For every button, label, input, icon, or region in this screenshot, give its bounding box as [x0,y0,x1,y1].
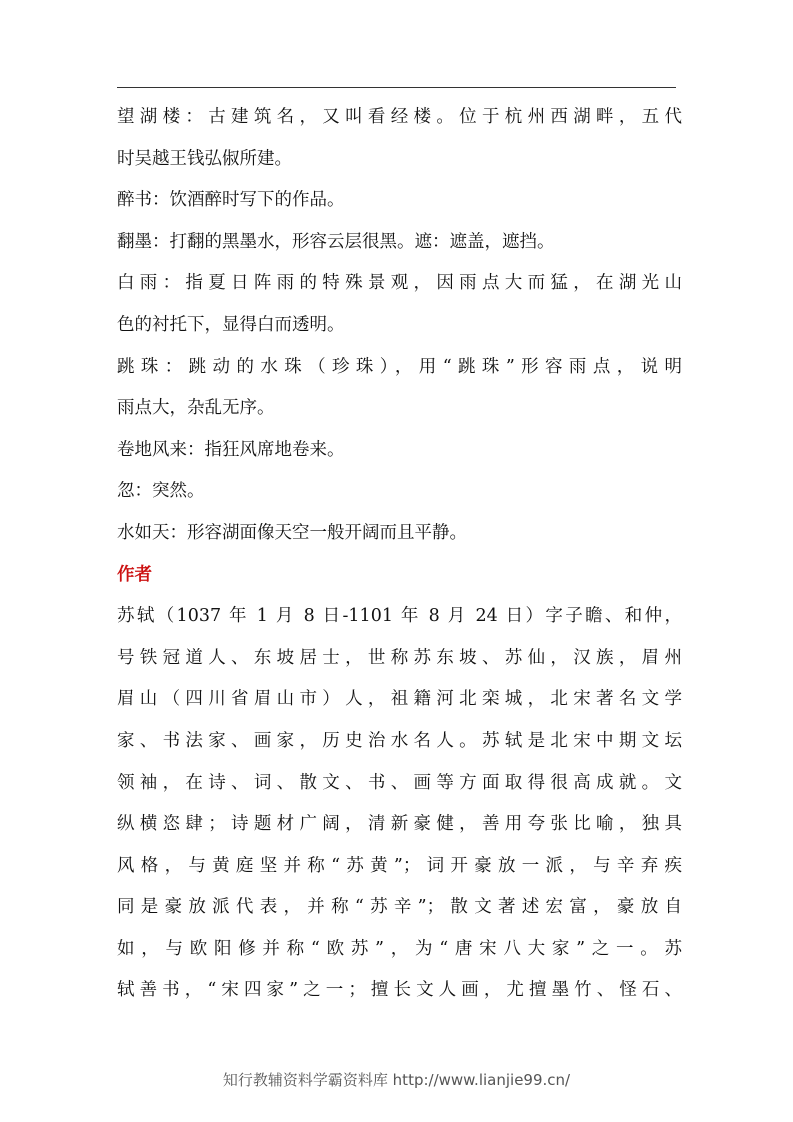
document-body [117,97,682,1012]
glossary-line: 醉书：饮酒醉时写下的作品。 [117,190,345,211]
author-bio-line: 家、书法家、画家，历史治水名人。苏轼是北宋中期文坛 [117,730,682,751]
glossary-line: 望湖楼：古建筑名，又叫看经楼。位于杭州西湖畔，五代 [117,107,682,127]
author-bio-line: 如，与欧阳修并称“欧苏”，为“唐宋八大家”之一。苏 [117,938,682,959]
glossary-line: 水如天：形容湖面像天空一般开阔而且平静。 [117,522,467,543]
glossary-line: 时吴越王钱弘俶所建。 [117,148,292,169]
header-rule [117,87,676,88]
glossary-line: 白雨：指夏日阵雨的特殊景观，因雨点大而猛，在湖光山 [117,273,682,294]
author-bio-line: 同是豪放派代表，并称“苏辛”；散文著述宏富，豪放自 [117,897,682,918]
glossary-line: 色的衬托下，显得白而透明。 [117,314,345,335]
glossary-line: 跳珠：跳动的水珠（珍珠），用“跳珠”形容雨点，说明 [117,356,682,377]
author-bio-line: 领袖，在诗、词、散文、书、画等方面取得很高成就。文 [117,772,682,793]
author-bio-line: 眉山（四川省眉山市）人，祖籍河北栾城，北宋著名文学 [117,689,682,710]
glossary-line: 雨点大，杂乱无序。 [117,398,275,419]
author-bio-line: 号铁冠道人、东坡居士，世称苏东坡、苏仙，汉族，眉州 [117,647,682,668]
author-bio-line: 苏轼（1037 年 1 月 8 日-1101 年 8 月 24 日）字子瞻、和仲， [117,606,682,627]
author-section-heading: 作者 [117,564,152,585]
glossary-line: 翻墨：打翻的黑墨水，形容云层很黑。遮：遮盖，遮挡。 [117,231,555,252]
author-bio-line: 轼善书，“宋四家”之一；擅长文人画，尤擅墨竹、怪石、 [117,980,682,1001]
glossary-line: 卷地风来：指狂风席地卷来。 [117,439,345,460]
glossary-line: 忽：突然。 [117,481,205,502]
author-bio-line: 风格，与黄庭坚并称“苏黄”；词开豪放一派，与辛弃疾 [117,855,682,876]
footer-watermark: 知行教辅资料学霸资料库 http://www.lianjie99.cn/ [222,1071,571,1089]
author-bio-line: 纵横恣肆；诗题材广阔，清新豪健，善用夸张比喻，独具 [117,814,682,835]
